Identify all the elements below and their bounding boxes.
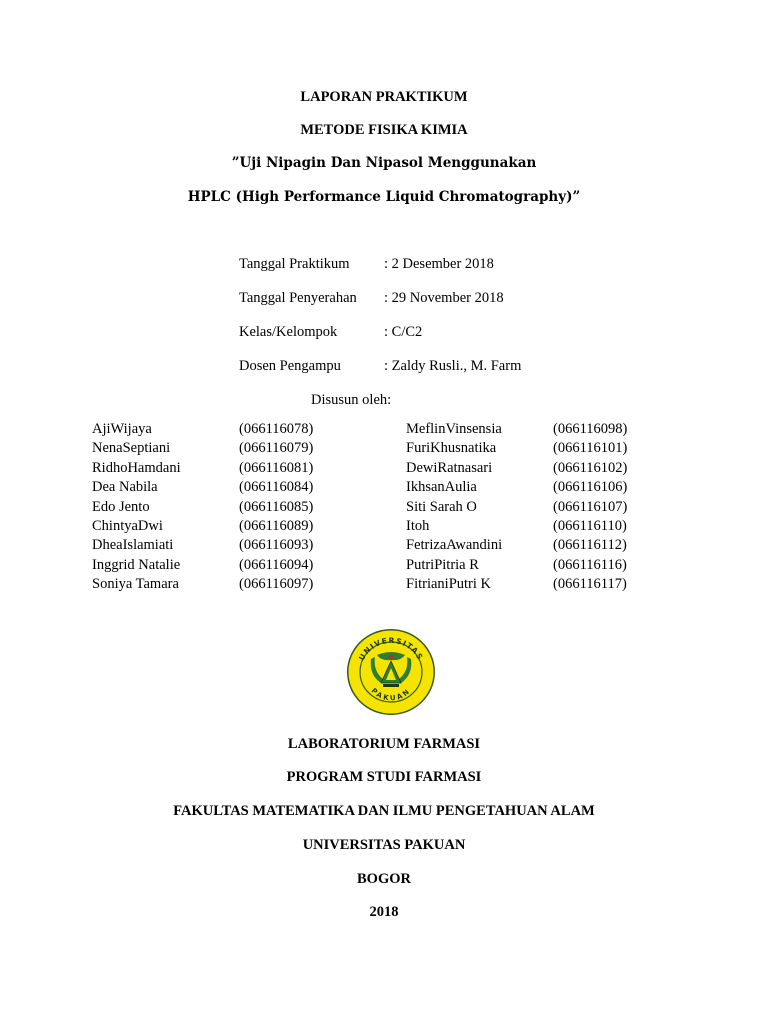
member-row — [92, 575, 313, 594]
info-value: : C/C2 — [384, 324, 423, 340]
member-name: FetrizaAwandini — [406, 537, 503, 554]
members-list-left — [92, 420, 313, 595]
member-row — [406, 439, 627, 458]
member-nim: (066116110) — [553, 517, 627, 534]
info-value: : 29 November 2018 — [384, 290, 504, 306]
member-name: Edo Jento — [92, 498, 150, 515]
member-name: Itoh — [406, 517, 430, 534]
info-row-kelas-kelompok — [239, 323, 422, 341]
member-row — [92, 478, 313, 497]
member-nim: (066116112) — [553, 537, 627, 554]
member-name: Inggrid Natalie — [92, 556, 181, 573]
member-name: Siti Sarah O — [406, 498, 477, 515]
lab-name: LABORATORIUM FARMASI — [287, 736, 481, 752]
member-row — [406, 575, 627, 594]
experiment-title-line1: ”Uji Nipagin Dan Nipasol Menggunakan — [231, 155, 537, 171]
member-name: FitrianiPutri K — [406, 576, 491, 593]
member-nim: (066116089) — [239, 517, 314, 534]
member-nim: (066116078) — [239, 421, 314, 437]
university-seal-icon — [345, 627, 437, 717]
info-label: Dosen Pengampu — [239, 358, 341, 374]
member-name: Soniya Tamara — [92, 576, 179, 593]
info-value: : 2 Desember 2018 — [384, 256, 494, 272]
members-list-right — [406, 420, 627, 595]
member-row — [92, 439, 313, 458]
member-row — [92, 498, 313, 517]
member-row — [406, 420, 627, 439]
member-nim: (066116102) — [553, 459, 628, 476]
member-row — [92, 556, 313, 575]
member-nim: (066116107) — [553, 498, 628, 515]
member-name: DewiRatnasari — [406, 459, 493, 476]
member-nim: (066116084) — [239, 479, 314, 496]
svg-text:UNIVERSITAS: UNIVERSITAS — [356, 635, 426, 662]
info-row-tanggal-penyerahan — [239, 289, 504, 307]
member-row — [406, 556, 627, 575]
svg-text:PAKUAN: PAKUAN — [369, 686, 413, 703]
city-name: BOGOR — [357, 871, 411, 887]
member-name: MeflinVinsensia — [406, 421, 502, 437]
member-row — [406, 459, 627, 478]
member-name: PutriPitria R — [406, 556, 479, 573]
member-name: FuriKhusnatika — [406, 440, 497, 457]
info-row-tanggal-praktikum — [239, 255, 494, 273]
member-name: RidhoHamdani — [92, 459, 181, 476]
member-row — [92, 420, 313, 439]
member-nim: (066116101) — [553, 440, 628, 457]
member-name: DheaIslamiati — [92, 537, 174, 554]
member-name: NenaSeptiani — [92, 440, 171, 457]
course-title: METODE FISIKA KIMIA — [300, 122, 468, 138]
member-nim: (066116098) — [553, 421, 628, 437]
report-year: 2018 — [369, 904, 399, 920]
member-nim: (066116094) — [239, 556, 314, 573]
member-nim: (066116117) — [553, 576, 627, 593]
experiment-title-line2: HPLC (High Performance Liquid Chromatography)” — [187, 189, 581, 205]
member-nim: (066116079) — [239, 440, 314, 457]
member-name: ChintyaDwi — [92, 517, 163, 534]
member-nim: (066116097) — [239, 576, 314, 593]
member-row — [92, 536, 313, 555]
member-row — [406, 478, 627, 497]
member-row — [406, 517, 627, 536]
member-row — [92, 517, 313, 536]
member-row — [92, 459, 313, 478]
faculty-name: FAKULTAS MATEMATIKA DAN ILMU PENGETAHUAN ALAM — [173, 803, 595, 819]
info-row-dosen-pengampu — [239, 357, 521, 375]
report-title: LAPORAN PRAKTIKUM — [300, 89, 468, 105]
info-label: Tanggal Penyerahan — [239, 290, 357, 306]
study-program: PROGRAM STUDI FARMASI — [286, 769, 482, 785]
member-row — [406, 498, 627, 517]
info-value: : Zaldy Rusli., M. Farm — [384, 358, 522, 374]
member-nim: (066116085) — [239, 498, 314, 515]
member-nim: (066116106) — [553, 479, 628, 496]
member-nim: (066116116) — [553, 556, 627, 573]
info-label: Tanggal Praktikum — [239, 256, 350, 272]
member-row — [406, 536, 627, 555]
info-label: Kelas/Kelompok — [239, 324, 338, 340]
prepared-by-label: Disusun oleh: — [311, 392, 392, 408]
member-name: Dea Nabila — [92, 479, 158, 496]
university-name: UNIVERSITAS PAKUAN — [302, 837, 466, 853]
member-nim: (066116081) — [239, 459, 314, 476]
member-name: IkhsanAulia — [406, 479, 477, 496]
member-name: AjiWijaya — [92, 421, 152, 437]
member-nim: (066116093) — [239, 537, 314, 554]
